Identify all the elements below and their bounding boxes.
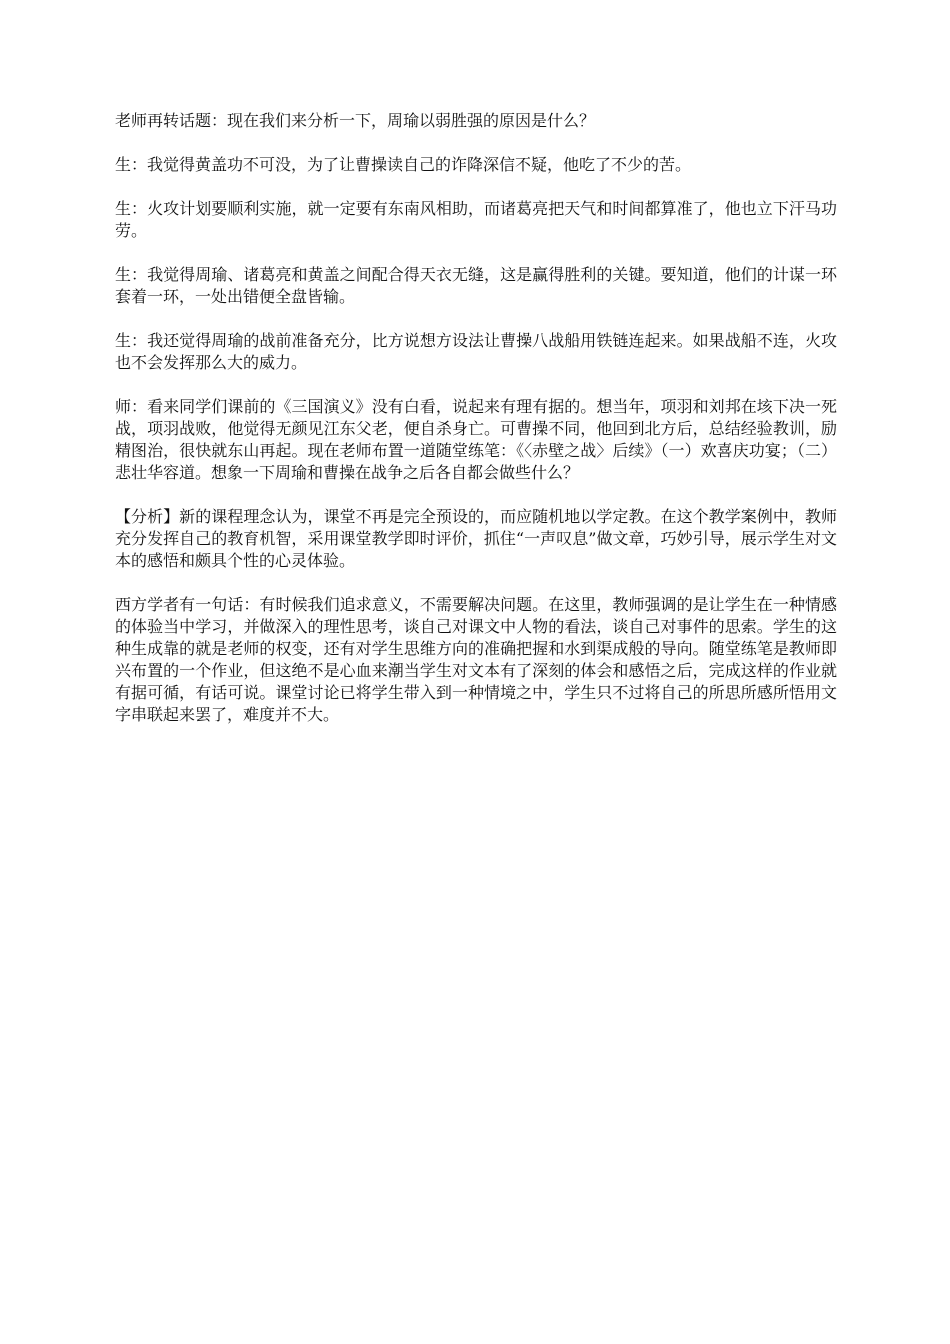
paragraph-teacher-question: 老师再转话题：现在我们来分析一下，周瑜以弱胜强的原因是什么？	[115, 111, 596, 130]
paragraph-analysis: 【分析】新的课程理念认为，课堂不再是完全预设的，而应随机地以学定教。在这个教学案例中，教师充分发挥自己的教育机智，采用课堂教学即时评价，抓住“一声叹息”做文章，巧妙引导，展示学生对文本的感悟和颇具个性的心灵体验。	[115, 507, 837, 570]
paragraph-student-east-wind: 生：火攻计划要顺利实施，就一定要有东南风相助，而诸葛亮把天气和时间都算准了，他也立下汗马功劳。	[115, 199, 837, 240]
paragraph-student-preparation: 生：我还觉得周瑜的战前准备充分，比方说想方设法让曹操八战船用铁链连起来。如果战船不连，火攻也不会发挥那么大的威力。	[115, 331, 837, 372]
paragraph-student-huanggai: 生：我觉得黄盖功不可没，为了让曹操读自己的诈降深信不疑，他吃了不少的苦。	[115, 155, 692, 174]
paragraph-student-cooperation: 生：我觉得周瑜、诸葛亮和黄盖之间配合得天衣无缝，这是赢得胜利的关键。要知道，他们的计谋一环套着一环，一处出错便全盘皆输。	[115, 265, 837, 306]
document-body	[115, 110, 837, 748]
paragraph-teacher-assignment: 师：看来同学们课前的《三国演义》没有白看，说起来有理有据的。想当年，项羽和刘邦在垓下决一死战，项羽战败，他觉得无颜见江东父老，便自杀身亡。可曹操不同，他回到北方后，总结经验教训，励精图治，很快就东山再起。现在老师布置一道随堂练笔：《〈赤壁之战〉后续》（一）欢喜庆功宴；（二）悲壮华容道。想象一下周瑜和曹操在战争之后各自都会做些什么？	[115, 397, 837, 482]
paragraph-western-scholar: 西方学者有一句话：有时候我们追求意义，不需要解决问题。在这里，教师强调的是让学生在一种情感的体验当中学习，并做深入的理性思考，谈自己对课文中人物的看法，谈自己对事件的思索。学生的这种生成靠的就是老师的权变，还有对学生思维方向的准确把握和水到渠成般的导向。随堂练笔是教师即兴布置的一个作业，但这绝不是心血来潮当学生对文本有了深刻的体会和感悟之后，完成这样的作业就有据可循，有话可说。课堂讨论已将学生带入到一种情境之中，学生只不过将自己的所思所感所悟用文字串联起来罢了，难度并不大。	[115, 595, 837, 724]
